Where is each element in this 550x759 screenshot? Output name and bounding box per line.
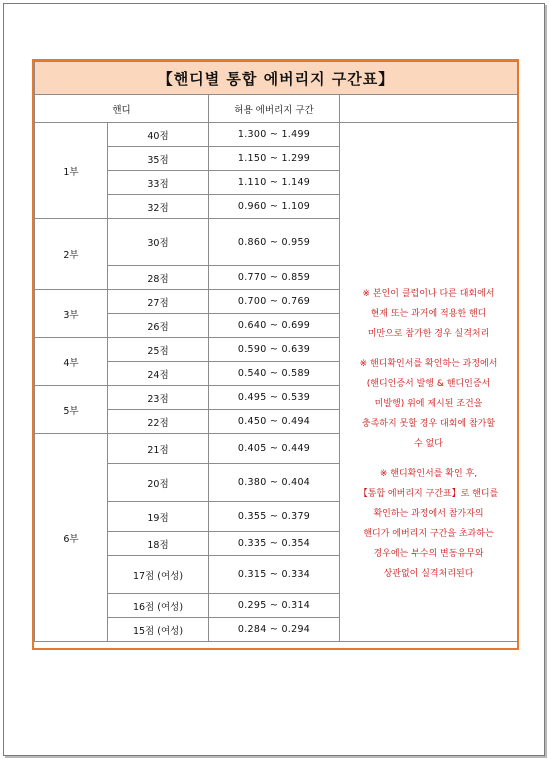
score-cell: 18점 (108, 532, 209, 556)
range-cell: 0.355 ~ 0.379 (209, 502, 340, 532)
notes-cell (340, 123, 518, 642)
range-cell: 0.770 ~ 0.859 (209, 266, 340, 290)
range-cell: 1.150 ~ 1.299 (209, 147, 340, 171)
range-cell: 0.495 ~ 0.539 (209, 386, 340, 410)
note-line: 현재 또는 과거에 적용한 핸디 (370, 309, 487, 319)
note-line: (핸디인증서 발행 & 핸디인증서 (366, 379, 491, 389)
score-cell: 40점 (108, 123, 209, 147)
division-label: 2부 (35, 219, 108, 290)
score-cell: 27점 (108, 290, 209, 314)
note-line: 수 없다 (414, 439, 443, 449)
range-cell: 0.860 ~ 0.959 (209, 219, 340, 266)
header-handi: 핸디 (35, 95, 209, 123)
division-label: 3부 (35, 290, 108, 338)
note-line: 확인하는 과정에서 참가자의 (373, 509, 484, 519)
range-cell: 1.300 ~ 1.499 (209, 123, 340, 147)
division-label: 1부 (35, 123, 108, 219)
header-blank (340, 95, 518, 123)
table-title: 【핸디별 통합 에버리지 구간표】 (35, 62, 518, 95)
header-range: 허용 에버리지 구간 (209, 95, 340, 123)
division-label: 5부 (35, 386, 108, 434)
division-label: 4부 (35, 338, 108, 386)
note-line: 경우에는 부수의 변동유무와 (373, 549, 484, 559)
score-cell: 24점 (108, 362, 209, 386)
note-line: 【통합 에버리지 구간표】로 핸디를 (358, 489, 499, 499)
range-cell: 0.960 ~ 1.109 (209, 195, 340, 219)
score-cell: 26점 (108, 314, 209, 338)
note-line: 핸디가 에버리지 구간을 초과하는 (363, 529, 494, 539)
range-cell: 0.295 ~ 0.314 (209, 594, 340, 618)
division-label: 6부 (35, 434, 108, 642)
range-cell: 0.284 ~ 0.294 (209, 618, 340, 642)
score-cell: 33점 (108, 171, 209, 195)
handicap-average-table (34, 61, 518, 642)
note-line: ※ 핸디확인서를 확인 후, (379, 469, 478, 479)
range-cell: 0.380 ~ 0.404 (209, 464, 340, 502)
note-1 (340, 284, 517, 344)
note-line: ※ 핸디확인서를 확인하는 과정에서 (359, 359, 498, 369)
range-cell: 0.335 ~ 0.354 (209, 532, 340, 556)
note-line: 미발행) 위에 제시된 조건을 (374, 399, 483, 409)
note-2 (340, 354, 517, 454)
range-cell: 0.590 ~ 0.639 (209, 338, 340, 362)
range-cell: 0.450 ~ 0.494 (209, 410, 340, 434)
score-cell: 15점 (여성) (108, 618, 209, 642)
range-cell: 0.640 ~ 0.699 (209, 314, 340, 338)
score-cell: 28점 (108, 266, 209, 290)
range-cell: 1.110 ~ 1.149 (209, 171, 340, 195)
range-cell: 0.700 ~ 0.769 (209, 290, 340, 314)
score-cell: 25점 (108, 338, 209, 362)
score-cell: 23점 (108, 386, 209, 410)
note-line: ※ 본인이 클럽이나 다른 대회에서 (362, 289, 495, 299)
score-cell: 16점 (여성) (108, 594, 209, 618)
score-cell: 20점 (108, 464, 209, 502)
score-cell: 21점 (108, 434, 209, 464)
note-line: 미만으로 참가한 경우 실격처리 (367, 329, 490, 339)
note-3 (340, 464, 517, 584)
range-cell: 0.315 ~ 0.334 (209, 556, 340, 594)
range-cell: 0.540 ~ 0.589 (209, 362, 340, 386)
score-cell: 30점 (108, 219, 209, 266)
note-line: 충족하지 못할 경우 대회에 참가할 (361, 419, 496, 429)
table-row (35, 123, 518, 147)
note-line: 상관없이 실격처리된다 (383, 569, 474, 579)
score-cell: 22점 (108, 410, 209, 434)
score-cell: 35점 (108, 147, 209, 171)
range-cell: 0.405 ~ 0.449 (209, 434, 340, 464)
score-cell: 32점 (108, 195, 209, 219)
score-cell: 17점 (여성) (108, 556, 209, 594)
score-cell: 19점 (108, 502, 209, 532)
